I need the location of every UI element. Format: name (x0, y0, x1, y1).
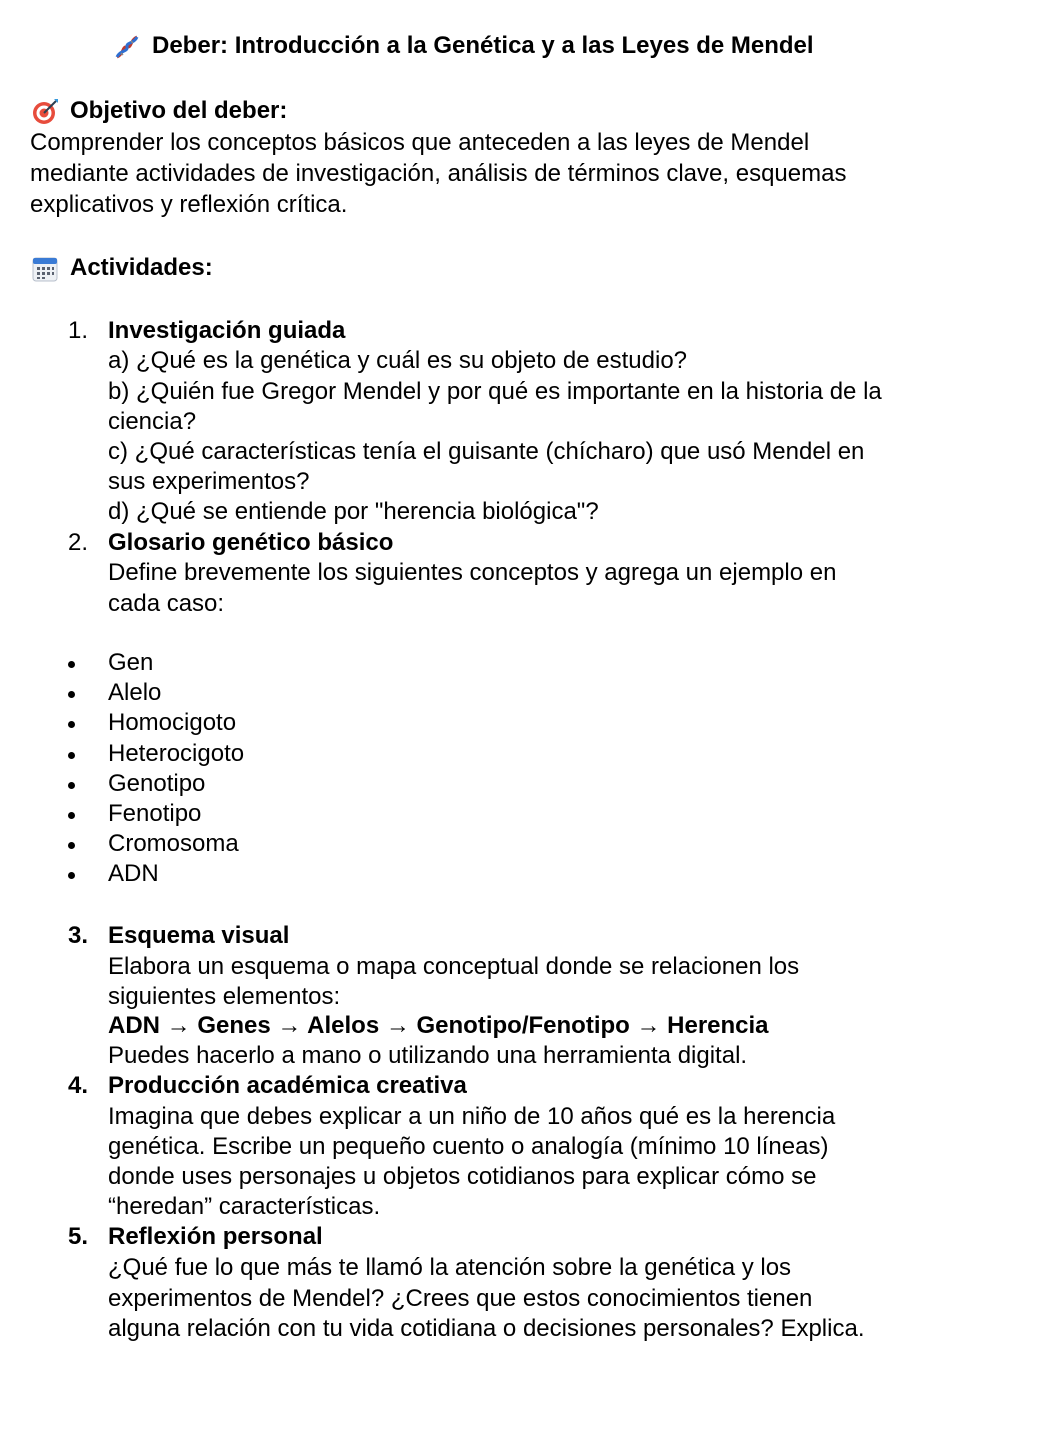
item-line: Define brevemente los siguientes conceptos y agrega un ejemplo en (108, 559, 837, 586)
concept-flow: ADN → Genes → Alelos → Genotipo/Fenotipo → Herencia (108, 1012, 769, 1039)
bullet-icon (68, 752, 75, 759)
list-item: Homocigoto (108, 709, 237, 736)
item-line: c) ¿Qué características tenía el guisante (chícharo) que usó Mendel en (108, 438, 865, 465)
item-line: experimentos de Mendel? ¿Crees que estos conocimientos tienen (108, 1285, 813, 1312)
item-title: Glosario genético básico (108, 529, 394, 556)
item-line: a) ¿Qué es la genética y cuál es su objeto de estudio? (108, 347, 688, 374)
item-line: ciencia? (108, 408, 197, 435)
item-line: b) ¿Quién fue Gregor Mendel y por qué es importante en la historia de la (108, 378, 882, 405)
objective-line: Comprender los conceptos básicos que anteceden a las leyes de Mendel (30, 129, 810, 156)
list-item: Genotipo (108, 770, 206, 797)
item-line: Puedes hacerlo a mano o utilizando una herramienta digital. (108, 1042, 748, 1069)
calendar-icon (30, 254, 60, 284)
bullet-icon (68, 842, 75, 849)
target-icon (30, 97, 60, 127)
activities-heading: Actividades: (30, 253, 213, 284)
bullet-icon (68, 691, 75, 698)
list-item: Gen (108, 649, 154, 676)
item-line: alguna relación con tu vida cotidiana o decisiones personales? Explica. (108, 1315, 865, 1342)
item-line: sus experimentos? (108, 468, 310, 495)
bullet-icon (68, 661, 75, 668)
item-line: genética. Escribe un pequeño cuento o analogía (mínimo 10 líneas) (108, 1133, 829, 1160)
bullet-icon (68, 872, 75, 879)
dna-icon (112, 32, 142, 62)
item-title: Reflexión personal (108, 1223, 323, 1250)
item-line: d) ¿Qué se entiende por "herencia biológica"? (108, 498, 599, 525)
bullet-icon (68, 721, 75, 728)
list-item: Cromosoma (108, 830, 239, 857)
item-title: Esquema visual (108, 922, 290, 949)
item-line: Imagina que debes explicar a un niño de 10 años qué es la herencia (108, 1103, 836, 1130)
item-line: ¿Qué fue lo que más te llamó la atención sobre la genética y los (108, 1254, 792, 1281)
item-line: Elabora un esquema o mapa conceptual donde se relacionen los (108, 953, 800, 980)
list-item: ADN (108, 860, 159, 887)
item-title: Producción académica creativa (108, 1072, 467, 1099)
item-line: donde uses personajes u objetos cotidianos para explicar cómo se (108, 1163, 817, 1190)
item-number: 3. (68, 922, 89, 949)
item-line: siguientes elementos: (108, 983, 341, 1010)
item-title: Investigación guiada (108, 317, 346, 344)
objective-line: mediante actividades de investigación, análisis de términos clave, esquemas (30, 160, 847, 187)
page-title: Deber: Introducción a la Genética y a las Leyes de Mendel (112, 31, 814, 62)
list-item: Fenotipo (108, 800, 202, 827)
item-number: 2. (68, 529, 89, 556)
objective-heading: Objetivo del deber: (30, 96, 287, 127)
item-number: 1. (68, 317, 89, 344)
item-line: “heredan” características. (108, 1193, 381, 1220)
list-item: Heterocigoto (108, 740, 245, 767)
item-line: cada caso: (108, 590, 225, 617)
list-item: Alelo (108, 679, 162, 706)
bullet-icon (68, 782, 75, 789)
item-number: 4. (68, 1072, 89, 1099)
objective-line: explicativos y reflexión crítica. (30, 191, 348, 218)
bullet-icon (68, 812, 75, 819)
item-number: 5. (68, 1223, 89, 1250)
